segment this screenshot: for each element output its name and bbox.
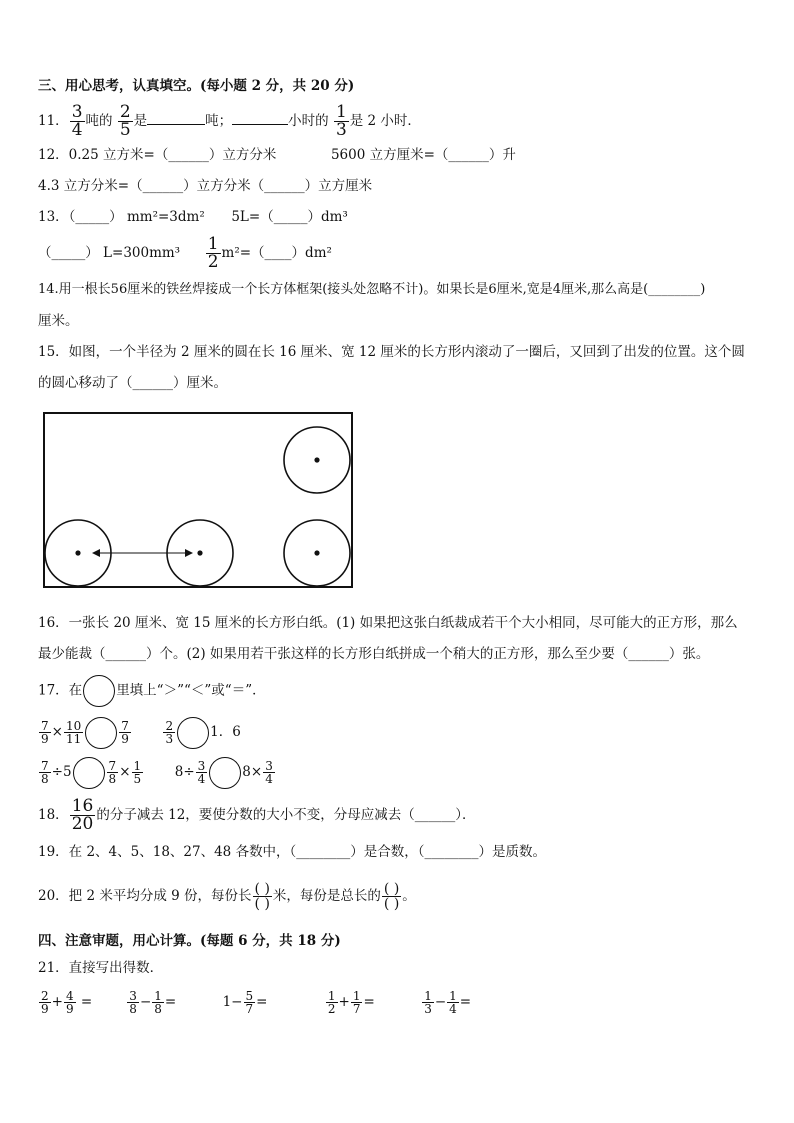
question-17: 17．在 里填上“＞”“＜”或“＝”．: [38, 675, 266, 707]
arrowhead-right: [185, 549, 193, 557]
answer-blank[interactable]: [147, 111, 205, 125]
blank-fraction[interactable]: $\frac{( )}{( )}$: [383, 881, 400, 912]
question-12-line-2: 4.3 立方分米=（______）立方分米（______）立方厘米: [38, 178, 373, 194]
question-20: 20．把 2 米平均分成 9 份，每份长 $\frac{( )}{( )}$ 米，每份是总长的 $\frac{( )}{( )}$ 。: [38, 881, 416, 912]
circle-center-dot: [314, 457, 319, 462]
calc-item: $\frac{2}{9}$ + $\frac{4}{9}$ =: [41, 989, 93, 1016]
question-12: 12．0.25 立方米=（______）立方分米 5600 立方厘米=（______）升: [38, 147, 516, 163]
question-11: 11． $\frac{3}{4}$ 吨的 $\frac{2}{5}$ 是 吨； 小时的 $\frac{1}{3}$ 是 2 小时．: [38, 102, 421, 140]
section-4-title: 四、注意审题，用心计算。(每题 6 分，共 18 分): [38, 933, 341, 949]
calc-item: 1− $\frac{5}{7}$ =: [222, 989, 268, 1016]
fraction: $\frac{2}{5}$: [119, 102, 131, 140]
question-14-line-2: 厘米。: [38, 313, 79, 329]
arrowhead-left: [92, 549, 100, 557]
question-13: 13．（_____） mm²=3dm² 5L=（_____）dm³: [38, 209, 348, 225]
calc-item: $\frac{3}{8}$ − $\frac{1}{8}$ =: [129, 989, 177, 1016]
circle-center-dot: [314, 550, 319, 555]
question-14: 14.用一根长56厘米的铁丝焊接成一个长方体框架(接头处忽略不计)。如果长是6厘米,宽是4厘米,那么高是(________): [38, 282, 706, 297]
question-16: 16．一张长 20 厘米、宽 15 厘米的长方形白纸。(1) 如果把这张白纸裁成若干个大小相同，尽可能大的正方形，那么: [38, 615, 738, 631]
compare-circle[interactable]: [209, 757, 241, 789]
question-15-line-2: 的圆心移动了（______）厘米。: [38, 375, 227, 391]
rolling-circle-diagram: [43, 412, 355, 592]
compare-circle[interactable]: [85, 717, 117, 749]
compare-circle[interactable]: [73, 757, 105, 789]
rectangle-frame: [44, 413, 352, 587]
fraction: $\frac{1}{3}$: [335, 102, 347, 140]
question-17-row-2: $\frac{7}{8}$ ÷5 $\frac{7}{8}$ × $\frac{1}{5}$ 8÷ $\frac{3}{4}$ 8× $\frac{3}{4}$: [38, 755, 276, 789]
question-21-title: 21．直接写出得数．: [38, 960, 164, 976]
question-16-line-2: 最少能裁（______）个。(2) 如果用若干张这样的长方形白纸拼成一个稍大的正方形，那么至少要（______）张。: [38, 646, 710, 662]
section-3-title: 三、用心思考，认真填空。(每小题 2 分，共 20 分): [38, 78, 355, 94]
circle-center-dot: [75, 550, 80, 555]
question-15: 15．如图，一个半径为 2 厘米的圆在长 16 厘米、宽 12 厘米的长方形内滚动了一圈后，又回到了出发的位置。这个圆: [38, 344, 745, 360]
blank-fraction[interactable]: $\frac{( )}{( )}$: [254, 881, 270, 912]
fraction: $\frac{1}{2}$: [207, 234, 219, 272]
question-17-row-1: $\frac{7}{9}$ × $\frac{10}{11}$ $\frac{7}{9}$ $\frac{2}{3}$ 1．6: [38, 715, 241, 749]
fraction: $\frac{3}{4}$: [71, 102, 83, 140]
answer-blank[interactable]: [232, 111, 288, 125]
compare-circle[interactable]: [177, 717, 209, 749]
circle-center-dot: [197, 550, 202, 555]
question-19: 19．在 2、4、5、18、27、48 各数中，（________）是合数，（________）是质数。: [38, 844, 547, 860]
question-13-line-2: （_____） L=300mm³ $\frac{1}{2}$ m²=（____）dm²: [38, 234, 332, 272]
calc-item: $\frac{1}{2}$ + $\frac{1}{7}$ =: [327, 989, 375, 1016]
question-21-row: [38, 985, 481, 1019]
calc-item: $\frac{1}{3}$ − $\frac{1}{4}$ =: [424, 989, 472, 1016]
question-18: 18． $\frac{16}{20}$ 的分子减去 12，要使分数的大小不变，分母应减去（______）．: [38, 796, 476, 834]
compare-circle-example: [83, 675, 115, 707]
